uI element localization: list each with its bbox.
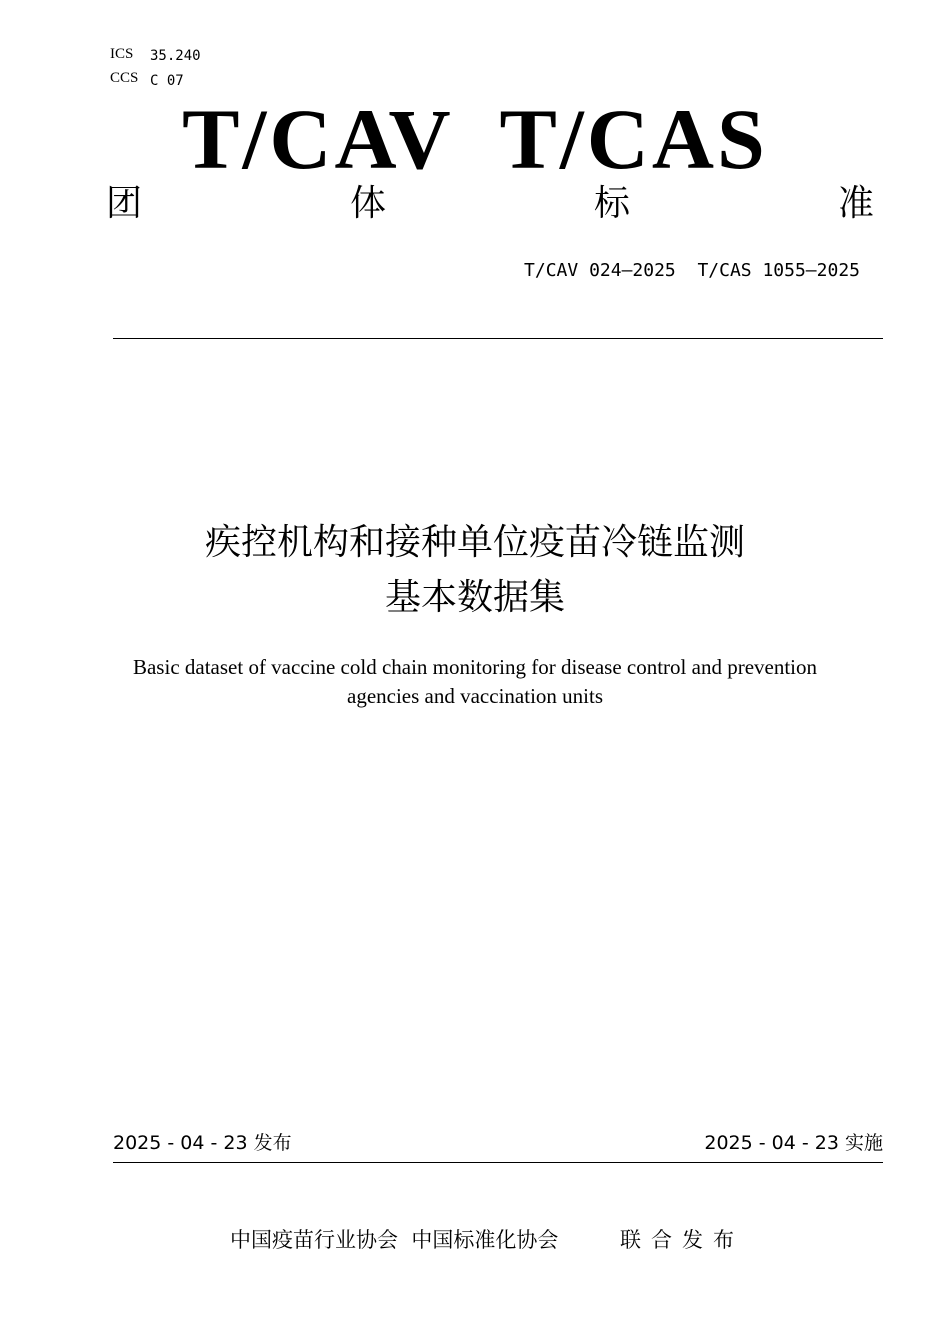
ccs-code: C 07 <box>150 73 184 89</box>
group-standard-char: 标 <box>593 183 630 224</box>
ics-code: 35.240 <box>150 48 201 64</box>
group-standard-label <box>106 183 874 224</box>
title-cn-line2: 基本数据集 <box>384 577 565 618</box>
group-standard-char: 准 <box>837 183 874 224</box>
header-divider <box>113 338 883 339</box>
implement-date: 2025 - 04 - 23 实施 <box>704 1132 883 1154</box>
ccs-label: CCS <box>110 70 139 86</box>
standard-number: T/CAV 024—2025 T/CAS 1055—2025 <box>524 260 860 281</box>
title-en-line2: agencies and vaccination units <box>347 684 603 708</box>
group-standard-char: 体 <box>349 183 386 224</box>
publish-date: 2025 - 04 - 23 发布 <box>113 1132 292 1154</box>
title-en-line1: Basic dataset of vaccine cold chain monitoring for disease control and prevention <box>132 655 818 679</box>
title-cn-line1: 疾控机构和接种单位疫苗冷链监测 <box>204 522 745 563</box>
ics-label: ICS <box>110 46 134 62</box>
publisher-names: 中国疫苗行业协会 中国标准化协会 <box>230 1228 559 1252</box>
standard-logo: T/CAV T/CAS <box>182 91 768 187</box>
group-standard-char: 团 <box>106 183 143 224</box>
footer-divider <box>113 1162 883 1163</box>
joint-release-label: 联合发布 <box>620 1228 744 1252</box>
